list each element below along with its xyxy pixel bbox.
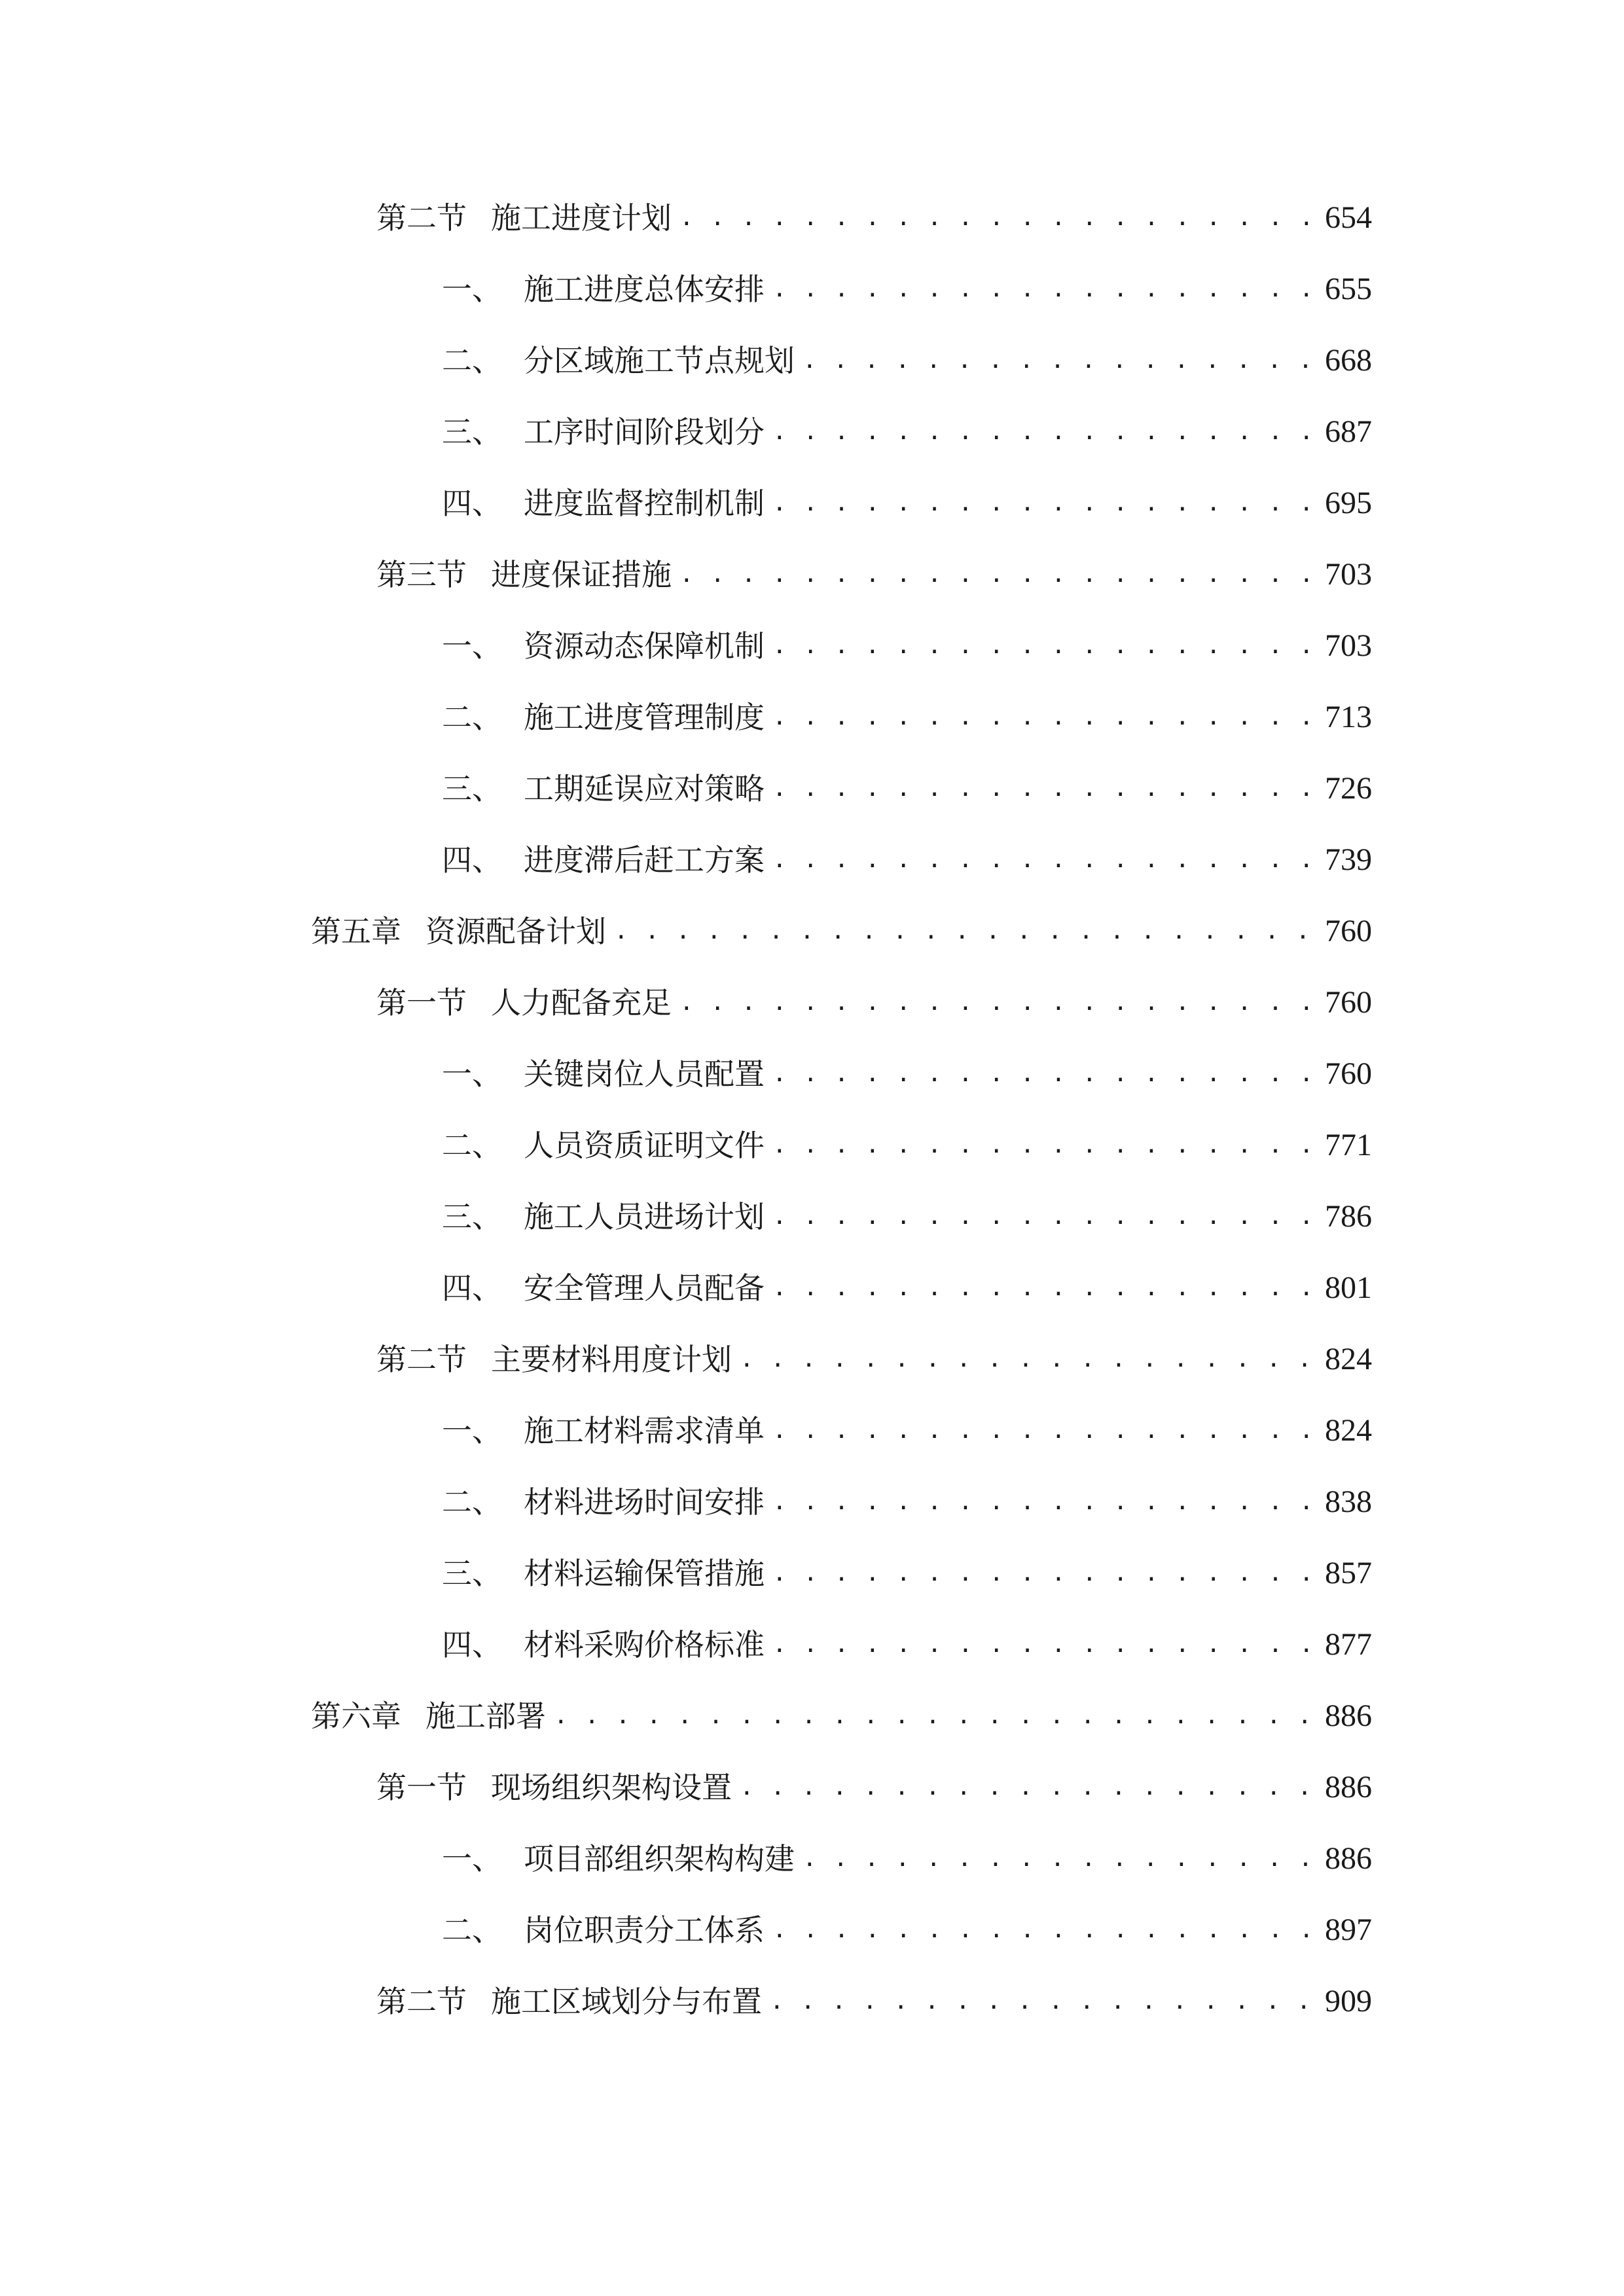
toc-entry-subsection[interactable]	[442, 1622, 1372, 1668]
entry-page-number: 703	[1325, 628, 1372, 663]
entry-title: 主要材料用度计划	[491, 1342, 732, 1377]
entry-page-number: 909	[1325, 1984, 1372, 2018]
dot-leader	[772, 694, 1310, 740]
toc-entry-subsection[interactable]	[442, 1551, 1372, 1596]
entry-page-number: 713	[1325, 700, 1372, 734]
dot-leader	[740, 1336, 1310, 1382]
entry-number: 二、	[442, 343, 502, 378]
toc-entry-subsection[interactable]	[442, 1051, 1372, 1097]
entry-page-number: 654	[1325, 200, 1372, 235]
entry-title: 施工进度管理制度	[524, 700, 765, 735]
entry-title: 施工进度总体安排	[524, 272, 765, 307]
toc-entry-subsection[interactable]	[442, 623, 1372, 669]
entry-page-number: 824	[1325, 1342, 1372, 1376]
entry-title: 资源配备计划	[425, 914, 606, 949]
entry-number: 第六章	[311, 1698, 401, 1734]
dot-leader	[740, 1765, 1310, 1810]
entry-number: 三、	[442, 1556, 502, 1591]
entry-title: 资源动态保障机制	[524, 628, 765, 664]
toc-entry-subsection[interactable]	[442, 1194, 1372, 1240]
dot-leader	[772, 1194, 1310, 1240]
dot-leader	[554, 1693, 1310, 1739]
entry-title: 施工区域划分与布置	[491, 1984, 762, 2019]
entry-page-number: 760	[1325, 1056, 1372, 1091]
entry-title: 进度滞后赶工方案	[524, 842, 765, 878]
entry-number: 一、	[442, 272, 502, 307]
dot-leader	[772, 1622, 1310, 1668]
entry-page-number: 760	[1325, 914, 1372, 948]
dot-leader	[772, 480, 1310, 526]
toc-entry-subsection[interactable]	[442, 1265, 1372, 1311]
toc-entry-subsection[interactable]	[442, 1479, 1372, 1525]
entry-title: 施工部署	[425, 1698, 546, 1734]
dot-leader	[772, 409, 1310, 455]
entry-page-number: 857	[1325, 1556, 1372, 1590]
entry-page-number: 824	[1325, 1413, 1372, 1448]
entry-title: 关键岗位人员配置	[524, 1056, 765, 1092]
dot-leader	[772, 1551, 1310, 1596]
entry-page-number: 771	[1325, 1128, 1372, 1162]
entry-title: 项目部组织架构构建	[524, 1841, 795, 1876]
toc-entry-subsection[interactable]	[442, 338, 1372, 384]
entry-number: 三、	[442, 1199, 502, 1234]
dot-leader	[679, 195, 1310, 241]
toc-entry-chapter[interactable]	[311, 908, 1372, 954]
entry-number: 第一节	[376, 1770, 467, 1805]
entry-page-number: 687	[1325, 414, 1372, 449]
dot-leader	[679, 552, 1310, 598]
toc-entry-subsection[interactable]	[442, 480, 1372, 526]
toc-entry-subsection[interactable]	[442, 1907, 1372, 1953]
entry-number: 三、	[442, 414, 502, 450]
entry-number: 第二节	[376, 1342, 467, 1377]
entry-number: 二、	[442, 1484, 502, 1520]
dot-leader	[772, 1479, 1310, 1525]
dot-leader	[772, 1907, 1310, 1953]
toc-entry-section[interactable]	[376, 980, 1372, 1026]
entry-title: 分区域施工节点规划	[524, 343, 795, 378]
entry-page-number: 786	[1325, 1199, 1372, 1234]
entry-page-number: 838	[1325, 1484, 1372, 1519]
entry-number: 四、	[442, 1270, 502, 1306]
entry-page-number: 886	[1325, 1841, 1372, 1876]
entry-number: 第二节	[376, 1984, 467, 2019]
entry-page-number: 801	[1325, 1270, 1372, 1305]
entry-title: 岗位职责分工体系	[524, 1912, 765, 1948]
entry-page-number: 695	[1325, 486, 1372, 520]
entry-number: 第三节	[376, 557, 467, 592]
dot-leader	[772, 837, 1310, 883]
dot-leader	[772, 266, 1310, 312]
entry-page-number: 886	[1325, 1698, 1372, 1733]
entry-page-number: 886	[1325, 1770, 1372, 1804]
entry-number: 四、	[442, 842, 502, 878]
toc-entry-subsection[interactable]	[442, 766, 1372, 812]
entry-page-number: 703	[1325, 557, 1372, 592]
toc-entry-subsection[interactable]	[442, 837, 1372, 883]
entry-page-number: 655	[1325, 272, 1372, 306]
entry-title: 进度监督控制机制	[524, 486, 765, 521]
toc-entry-section[interactable]	[376, 195, 1372, 241]
toc-entry-subsection[interactable]	[442, 266, 1372, 312]
toc-entry-subsection[interactable]	[442, 1408, 1372, 1454]
entry-title: 安全管理人员配备	[524, 1270, 765, 1306]
dot-leader	[772, 1408, 1310, 1454]
entry-title: 工期延误应对策略	[524, 771, 765, 806]
entry-title: 材料采购价格标准	[524, 1627, 765, 1662]
dot-leader	[772, 1051, 1310, 1097]
dot-leader	[772, 1265, 1310, 1311]
entry-number: 一、	[442, 1413, 502, 1448]
entry-number: 四、	[442, 1627, 502, 1662]
toc-entry-subsection[interactable]	[442, 694, 1372, 740]
entry-number: 二、	[442, 1128, 502, 1163]
entry-page-number: 760	[1325, 985, 1372, 1020]
toc-entry-subsection[interactable]	[442, 409, 1372, 455]
entry-number: 三、	[442, 771, 502, 806]
entry-page-number: 877	[1325, 1627, 1372, 1662]
toc-entry-section[interactable]	[376, 1979, 1372, 2024]
entry-title: 现场组织架构设置	[491, 1770, 732, 1805]
dot-leader	[772, 766, 1310, 812]
entry-number: 一、	[442, 1056, 502, 1092]
entry-page-number: 726	[1325, 771, 1372, 806]
entry-page-number: 897	[1325, 1912, 1372, 1947]
dot-leader	[803, 1836, 1310, 1882]
entry-page-number: 668	[1325, 343, 1372, 378]
toc-entry-chapter[interactable]	[311, 1693, 1372, 1739]
entry-title: 施工人员进场计划	[524, 1199, 765, 1234]
entry-number: 第二节	[376, 200, 467, 236]
entry-number: 一、	[442, 628, 502, 664]
entry-number: 一、	[442, 1841, 502, 1876]
entry-title: 施工材料需求清单	[524, 1413, 765, 1448]
entry-title: 材料运输保管措施	[524, 1556, 765, 1591]
entry-title: 工序时间阶段划分	[524, 414, 765, 450]
entry-number: 二、	[442, 1912, 502, 1948]
toc-entry-section[interactable]	[376, 552, 1372, 598]
entry-title: 材料进场时间安排	[524, 1484, 765, 1520]
entry-number: 第五章	[311, 914, 401, 949]
entry-number: 四、	[442, 486, 502, 521]
entry-number: 第一节	[376, 985, 467, 1020]
entry-title: 人力配备充足	[491, 985, 672, 1020]
dot-leader	[772, 623, 1310, 669]
entry-page-number: 739	[1325, 842, 1372, 877]
entry-title: 施工进度计划	[491, 200, 672, 236]
toc-entry-section[interactable]	[376, 1336, 1372, 1382]
toc-entry-subsection[interactable]	[442, 1122, 1372, 1168]
dot-leader	[614, 908, 1310, 954]
toc-entry-section[interactable]	[376, 1765, 1372, 1810]
dot-leader	[803, 338, 1310, 384]
dot-leader	[679, 980, 1310, 1026]
toc-entry-subsection[interactable]	[442, 1836, 1372, 1882]
entry-title: 进度保证措施	[491, 557, 672, 592]
dot-leader	[770, 1979, 1310, 2024]
entry-title: 人员资质证明文件	[524, 1128, 765, 1163]
dot-leader	[772, 1122, 1310, 1168]
entry-number: 二、	[442, 700, 502, 735]
